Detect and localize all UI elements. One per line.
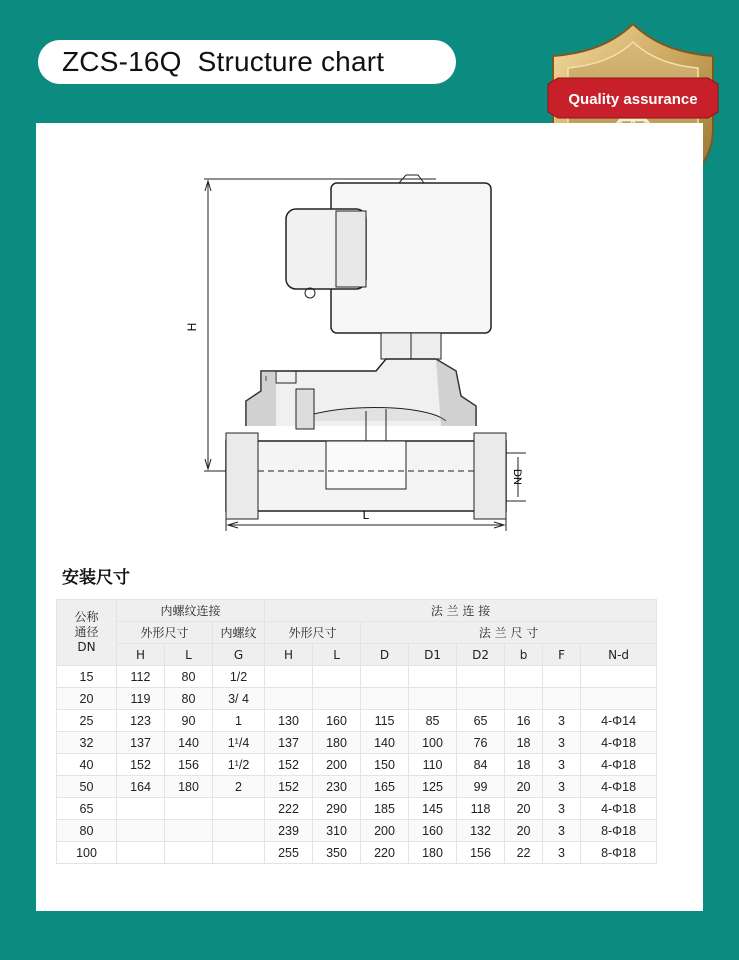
col-nd: N-d bbox=[581, 644, 657, 666]
table-cell: 200 bbox=[361, 820, 409, 842]
table-cell: 1¹/2 bbox=[213, 754, 265, 776]
table-cell bbox=[313, 688, 361, 710]
table-cell: 25 bbox=[57, 710, 117, 732]
table-cell: 140 bbox=[165, 732, 213, 754]
table-cell: 150 bbox=[361, 754, 409, 776]
table-row bbox=[57, 688, 657, 710]
table-cell: 3 bbox=[543, 820, 581, 842]
table-cell: 137 bbox=[117, 732, 165, 754]
table-cell bbox=[265, 666, 313, 688]
table-cell: 350 bbox=[313, 842, 361, 864]
table-cell: 90 bbox=[165, 710, 213, 732]
table-cell: 130 bbox=[265, 710, 313, 732]
table-cell: 125 bbox=[409, 776, 457, 798]
table-cell bbox=[117, 842, 165, 864]
header-outer-size-flange: 外形尺寸 bbox=[265, 622, 361, 644]
table-cell: 118 bbox=[457, 798, 505, 820]
table-cell: 4-Φ18 bbox=[581, 732, 657, 754]
table-cell: 80 bbox=[165, 688, 213, 710]
table-cell: 160 bbox=[409, 820, 457, 842]
table-cell: 185 bbox=[361, 798, 409, 820]
table-cell bbox=[265, 688, 313, 710]
table-cell: 20 bbox=[505, 820, 543, 842]
table-cell: 3 bbox=[543, 842, 581, 864]
content-card bbox=[36, 123, 703, 911]
table-cell: 220 bbox=[361, 842, 409, 864]
table-cell bbox=[581, 666, 657, 688]
table-cell: 152 bbox=[117, 754, 165, 776]
table-cell: 137 bbox=[265, 732, 313, 754]
table-cell: 239 bbox=[265, 820, 313, 842]
table-cell: 110 bbox=[409, 754, 457, 776]
table-cell bbox=[409, 688, 457, 710]
table-cell bbox=[361, 688, 409, 710]
header-inner-thread: 内螺纹 bbox=[213, 622, 265, 644]
dim-h-label: H bbox=[185, 322, 199, 332]
table-cell bbox=[361, 666, 409, 688]
table-cell: 20 bbox=[505, 798, 543, 820]
table-cell bbox=[409, 666, 457, 688]
header-flange-group: 法 兰 连 接 bbox=[265, 600, 657, 622]
table-cell: 3 bbox=[543, 732, 581, 754]
col-flange-l: L bbox=[313, 644, 361, 666]
table-cell bbox=[505, 666, 543, 688]
table-row bbox=[57, 798, 657, 820]
col-f: F bbox=[543, 644, 581, 666]
table-cell: 156 bbox=[457, 842, 505, 864]
table-cell: 65 bbox=[457, 710, 505, 732]
col-d1: D1 bbox=[409, 644, 457, 666]
table-cell bbox=[165, 798, 213, 820]
table-cell: 3/ 4 bbox=[213, 688, 265, 710]
dim-l-label: L bbox=[362, 508, 370, 522]
table-cell: 230 bbox=[313, 776, 361, 798]
table-cell bbox=[543, 688, 581, 710]
table-cell bbox=[457, 666, 505, 688]
table-cell: 152 bbox=[265, 776, 313, 798]
table-cell bbox=[457, 688, 505, 710]
table-cell: 3 bbox=[543, 754, 581, 776]
table-cell: 3 bbox=[543, 798, 581, 820]
table-cell: 8-Φ18 bbox=[581, 820, 657, 842]
table-cell: 310 bbox=[313, 820, 361, 842]
table-cell: 2 bbox=[213, 776, 265, 798]
table-cell: 119 bbox=[117, 688, 165, 710]
table-cell: 112 bbox=[117, 666, 165, 688]
table-cell: 80 bbox=[165, 666, 213, 688]
table-cell: 4-Φ14 bbox=[581, 710, 657, 732]
table-cell: 140 bbox=[361, 732, 409, 754]
table-cell: 80 bbox=[57, 820, 117, 842]
valve-structure-drawing bbox=[185, 171, 523, 531]
table-cell: 4-Φ18 bbox=[581, 798, 657, 820]
table-cell: 100 bbox=[57, 842, 117, 864]
table-row bbox=[57, 732, 657, 754]
table-cell: 20 bbox=[505, 776, 543, 798]
table-cell: 100 bbox=[409, 732, 457, 754]
table-cell bbox=[313, 666, 361, 688]
title-banner bbox=[38, 40, 456, 84]
table-cell: 4-Φ18 bbox=[581, 754, 657, 776]
table-cell: 76 bbox=[457, 732, 505, 754]
table-cell bbox=[213, 798, 265, 820]
col-h: H bbox=[117, 644, 165, 666]
table-row bbox=[57, 754, 657, 776]
table-cell: 65 bbox=[57, 798, 117, 820]
table-cell: 32 bbox=[57, 732, 117, 754]
table-row bbox=[57, 666, 657, 688]
table-cell: 40 bbox=[57, 754, 117, 776]
table-cell: 99 bbox=[457, 776, 505, 798]
table-cell: 180 bbox=[313, 732, 361, 754]
table-cell: 50 bbox=[57, 776, 117, 798]
table-cell bbox=[213, 820, 265, 842]
table-cell bbox=[581, 688, 657, 710]
table-cell: 1 bbox=[213, 710, 265, 732]
badge-ribbon-text: Quality assurance bbox=[568, 91, 698, 108]
table-cell: 85 bbox=[409, 710, 457, 732]
table-row bbox=[57, 776, 657, 798]
table-cell bbox=[117, 820, 165, 842]
table-cell: 180 bbox=[409, 842, 457, 864]
table-cell: 255 bbox=[265, 842, 313, 864]
col-b: b bbox=[505, 644, 543, 666]
table-cell: 160 bbox=[313, 710, 361, 732]
table-cell: 22 bbox=[505, 842, 543, 864]
table-cell: 16 bbox=[505, 710, 543, 732]
table-row bbox=[57, 710, 657, 732]
table-cell: 123 bbox=[117, 710, 165, 732]
table-cell: 3 bbox=[543, 710, 581, 732]
table-cell bbox=[165, 820, 213, 842]
header-dn: 公称 通径 DN bbox=[57, 600, 117, 666]
table-cell: 290 bbox=[313, 798, 361, 820]
table-cell: 145 bbox=[409, 798, 457, 820]
table-cell: 152 bbox=[265, 754, 313, 776]
table-row bbox=[57, 842, 657, 864]
table-cell: 115 bbox=[361, 710, 409, 732]
table-cell: 165 bbox=[361, 776, 409, 798]
section-title: 安装尺寸 bbox=[62, 568, 130, 588]
table-cell bbox=[117, 798, 165, 820]
table-cell: 18 bbox=[505, 754, 543, 776]
table-cell bbox=[505, 688, 543, 710]
table-cell: 1/2 bbox=[213, 666, 265, 688]
table-cell: 156 bbox=[165, 754, 213, 776]
table-cell: 15 bbox=[57, 666, 117, 688]
table-cell bbox=[165, 842, 213, 864]
table-cell: 1¹/4 bbox=[213, 732, 265, 754]
table-cell: 4-Φ18 bbox=[581, 776, 657, 798]
table-cell: 18 bbox=[505, 732, 543, 754]
table-cell: 84 bbox=[457, 754, 505, 776]
col-l: L bbox=[165, 644, 213, 666]
dim-dn-label: DN bbox=[511, 469, 523, 485]
header-flange-size: 法 兰 尺 寸 bbox=[361, 622, 657, 644]
table-cell bbox=[213, 842, 265, 864]
col-d: D bbox=[361, 644, 409, 666]
table-cell: 180 bbox=[165, 776, 213, 798]
page-title: ZCS-16Q Structure chart bbox=[62, 46, 385, 77]
header-thread-group: 内螺纹连接 bbox=[117, 600, 265, 622]
table-cell: 132 bbox=[457, 820, 505, 842]
table-cell: 222 bbox=[265, 798, 313, 820]
col-flange-h: H bbox=[265, 644, 313, 666]
table-cell: 8-Φ18 bbox=[581, 842, 657, 864]
table-cell: 200 bbox=[313, 754, 361, 776]
dimension-table bbox=[56, 599, 657, 864]
col-d2: D2 bbox=[457, 644, 505, 666]
header-outer-size: 外形尺寸 bbox=[117, 622, 213, 644]
table-cell: 3 bbox=[543, 776, 581, 798]
col-g: G bbox=[213, 644, 265, 666]
table-cell: 20 bbox=[57, 688, 117, 710]
table-cell: 164 bbox=[117, 776, 165, 798]
table-row bbox=[57, 820, 657, 842]
table-cell bbox=[543, 666, 581, 688]
